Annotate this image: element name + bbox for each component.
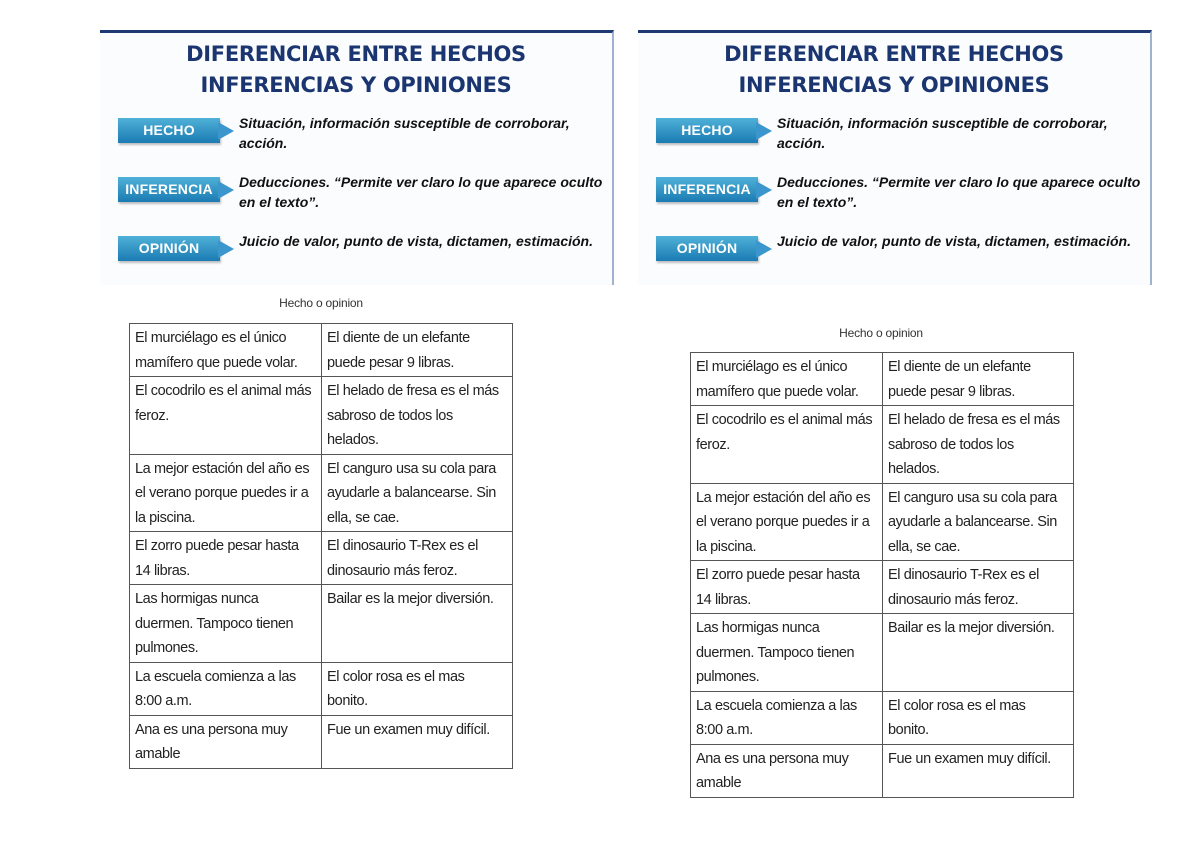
- tag-inferencia: INFERENCIA: [656, 177, 758, 202]
- definition-hecho: [656, 113, 1146, 163]
- table-cell: El canguro usa su cola para ayudarle a balancearse. Sin ella, se cae.: [322, 454, 513, 532]
- table-cell: Fue un examen muy difícil.: [883, 744, 1074, 797]
- table-cell: El murciélago es el único mamífero que puede volar.: [691, 353, 883, 406]
- table-row: [130, 662, 513, 715]
- definition-opinion: [118, 231, 608, 281]
- slide-title-line-1: DIFERENCIAR ENTRE HECHOS: [186, 42, 526, 66]
- table-cell: El canguro usa su cola para ayudarle a balancearse. Sin ella, se cae.: [883, 483, 1074, 561]
- table-row: [130, 585, 513, 663]
- definition-text-opinion: Juicio de valor, punto de vista, dictamen, estimación.: [777, 233, 1131, 249]
- table-row: [130, 454, 513, 532]
- definition-text-inferencia: Deducciones. “Permite ver claro lo que aparece oculto en el texto”.: [777, 174, 1141, 210]
- table-cell: La escuela comienza a las 8:00 a.m.: [691, 691, 883, 744]
- table-cell: Las hormigas nunca duermen. Tampoco tienen pulmones.: [691, 614, 883, 692]
- table-cell: El diente de un elefante puede pesar 9 libras.: [322, 324, 513, 377]
- definition-inferencia: [656, 172, 1146, 222]
- table-cell: Bailar es la mejor diversión.: [322, 585, 513, 663]
- table-row: [691, 614, 1074, 692]
- table-cell: El zorro puede pesar hasta 14 libras.: [691, 561, 883, 614]
- table-cell: El color rosa es el mas bonito.: [883, 691, 1074, 744]
- table-row: [691, 406, 1074, 484]
- table-cell: Ana es una persona muy amable: [130, 715, 322, 768]
- tag-opinion: OPINIÓN: [118, 236, 220, 261]
- slide-title-line-1: DIFERENCIAR ENTRE HECHOS: [724, 42, 1064, 66]
- slide-title-line-2: INFERENCIAS Y OPINIONES: [200, 73, 512, 97]
- fact-opinion-table: [690, 352, 1074, 798]
- worksheet-copy-left: [100, 0, 620, 849]
- definition-opinion: [656, 231, 1146, 281]
- definition-text-inferencia: Deducciones. “Permite ver claro lo que aparece oculto en el texto”.: [239, 174, 603, 210]
- table-row: [130, 715, 513, 768]
- slide-title-line-2: INFERENCIAS Y OPINIONES: [738, 73, 1050, 97]
- table-cell: El dinosaurio T-Rex es el dinosaurio más feroz.: [322, 532, 513, 585]
- table-row: [130, 377, 513, 455]
- table-cell: La mejor estación del año es el verano porque puedes ir a la piscina.: [130, 454, 322, 532]
- table-cell: El color rosa es el mas bonito.: [322, 662, 513, 715]
- table-row: [691, 691, 1074, 744]
- table-cell: El cocodrilo es el animal más feroz.: [691, 406, 883, 484]
- tag-hecho: HECHO: [656, 118, 758, 143]
- worksheet-title: Hecho o opinion: [839, 326, 923, 340]
- slide-title: [100, 39, 612, 101]
- arrow-icon: [218, 122, 234, 140]
- table-row: [130, 532, 513, 585]
- table-row: [691, 561, 1074, 614]
- definition-text-opinion: Juicio de valor, punto de vista, dictamen, estimación.: [239, 233, 593, 249]
- table-cell: El helado de fresa es el más sabroso de todos los helados.: [322, 377, 513, 455]
- table-cell: El zorro puede pesar hasta 14 libras.: [130, 532, 322, 585]
- tag-hecho: HECHO: [118, 118, 220, 143]
- arrow-icon: [218, 181, 234, 199]
- table-cell: El dinosaurio T-Rex es el dinosaurio más feroz.: [883, 561, 1074, 614]
- table-row: [130, 324, 513, 377]
- definitions-slide: [638, 30, 1152, 285]
- arrow-icon: [218, 240, 234, 258]
- table-cell: El helado de fresa es el más sabroso de todos los helados.: [883, 406, 1074, 484]
- table-row: [691, 353, 1074, 406]
- table-row: [691, 483, 1074, 561]
- definition-inferencia: [118, 172, 608, 222]
- table-cell: El cocodrilo es el animal más feroz.: [130, 377, 322, 455]
- definition-hecho: [118, 113, 608, 163]
- definition-text-hecho: Situación, información susceptible de corroborar, acción.: [777, 115, 1108, 151]
- definitions-slide: [100, 30, 614, 285]
- arrow-icon: [756, 181, 772, 199]
- table-cell: El murciélago es el único mamífero que puede volar.: [130, 324, 322, 377]
- tag-inferencia: INFERENCIA: [118, 177, 220, 202]
- table-row: [691, 744, 1074, 797]
- table-cell: Bailar es la mejor diversión.: [883, 614, 1074, 692]
- arrow-icon: [756, 240, 772, 258]
- fact-opinion-table: [129, 323, 513, 769]
- definition-text-hecho: Situación, información susceptible de corroborar, acción.: [239, 115, 570, 151]
- worksheet-copy-right: [638, 0, 1158, 849]
- worksheet-title: Hecho o opinion: [279, 296, 363, 310]
- tag-opinion: OPINIÓN: [656, 236, 758, 261]
- table-cell: El diente de un elefante puede pesar 9 libras.: [883, 353, 1074, 406]
- table-cell: Las hormigas nunca duermen. Tampoco tienen pulmones.: [130, 585, 322, 663]
- table-cell: Ana es una persona muy amable: [691, 744, 883, 797]
- arrow-icon: [756, 122, 772, 140]
- slide-title: [638, 39, 1150, 101]
- table-cell: Fue un examen muy difícil.: [322, 715, 513, 768]
- table-cell: La mejor estación del año es el verano porque puedes ir a la piscina.: [691, 483, 883, 561]
- table-cell: La escuela comienza a las 8:00 a.m.: [130, 662, 322, 715]
